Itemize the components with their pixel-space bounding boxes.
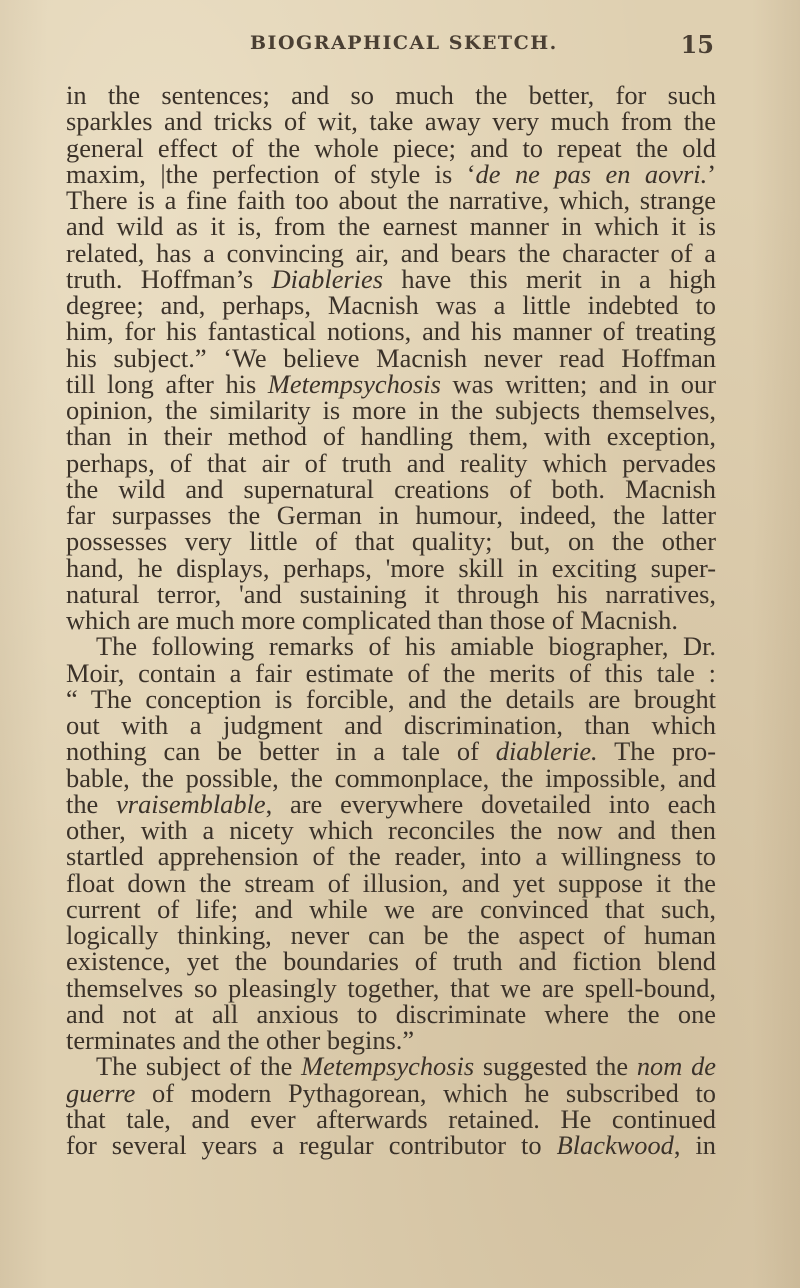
text-line xyxy=(66,736,716,767)
text-line xyxy=(66,788,717,819)
text-segment: possesses very little of that quality; but, on the other xyxy=(66,526,716,557)
body-text xyxy=(66,82,716,1158)
text-segment: There is a fine faith too about the narrative, which, strange xyxy=(66,185,716,215)
text-segment: The subject of the xyxy=(96,1051,302,1082)
text-line xyxy=(66,578,716,609)
italic-text-segment: vraisemblable xyxy=(116,788,266,819)
italic-text-segment: diablerie. xyxy=(495,736,598,767)
text-line xyxy=(66,1027,716,1053)
text-line xyxy=(66,211,716,242)
italic-text-segment: Diableries xyxy=(271,263,383,294)
text-line xyxy=(66,1051,716,1082)
text-segment: out with a judgment and discrimination, than which xyxy=(66,710,716,740)
text-line xyxy=(66,657,716,688)
text-segment: ’ xyxy=(707,158,716,189)
text-line xyxy=(66,1103,716,1134)
text-line xyxy=(66,683,716,714)
text-line xyxy=(66,473,716,504)
text-segment: general effect of the whole piece; and to repeat the old xyxy=(66,132,716,163)
text-segment: startled apprehension of the reader, into a willingness to xyxy=(66,841,716,872)
text-segment: of modern Pythagorean, which he subscribed to xyxy=(135,1077,716,1108)
text-line xyxy=(66,502,716,528)
text-segment: truth. Hoffman’s xyxy=(66,263,272,294)
text-line xyxy=(66,1132,716,1158)
text-line xyxy=(66,998,716,1029)
text-segment: him, for his fantastical notions, and his manner of treating xyxy=(66,316,716,347)
text-line xyxy=(66,263,717,294)
text-segment: opinion, the similarity is more in the subjects themselves, xyxy=(66,395,716,425)
text-line xyxy=(66,762,716,793)
text-segment: perhaps, of that air of truth and reality which pervades xyxy=(66,447,716,478)
text-segment: till long after his xyxy=(66,368,268,399)
text-line xyxy=(66,187,716,213)
text-line xyxy=(66,607,716,633)
text-segment: existence, yet the boundaries of truth and fiction blend xyxy=(66,946,716,977)
text-line xyxy=(66,82,716,108)
italic-text-segment: guerre xyxy=(66,1077,136,1108)
text-segment: his subject.” ‘We believe Macnish never read Hoffman xyxy=(66,342,716,373)
text-line xyxy=(66,316,716,347)
text-line xyxy=(66,817,716,843)
page-number: 15 xyxy=(680,30,714,59)
text-line xyxy=(66,893,716,924)
text-line xyxy=(66,946,716,977)
text-segment: other, with a nicety which reconciles the now and then xyxy=(66,815,716,845)
text-line xyxy=(66,132,716,163)
running-head xyxy=(64,30,716,62)
text-segment: bable, the possible, the commonplace, the impossible, and xyxy=(66,762,716,793)
text-line xyxy=(66,972,716,1003)
italic-text-segment: Metempsychosis xyxy=(301,1051,475,1082)
text-line xyxy=(66,841,716,872)
text-line xyxy=(66,397,716,423)
italic-text-segment: Metempsychosis xyxy=(267,368,441,399)
text-segment: related, has a convincing air, and bears the character of a xyxy=(66,237,716,268)
text-line xyxy=(66,342,716,373)
text-line xyxy=(66,712,716,738)
text-line xyxy=(66,552,716,583)
text-line xyxy=(66,922,716,948)
text-segment: themselves so pleasingly together, that we are spell-bound, xyxy=(66,972,716,1003)
text-line xyxy=(66,368,716,399)
text-segment: current of life; and while we are convinced that such, xyxy=(66,893,716,924)
text-segment: , in xyxy=(673,1130,716,1160)
text-segment: “ The conception is forcible, and the details are brought xyxy=(66,683,716,714)
text-line xyxy=(66,158,716,189)
text-segment: was written; and in our xyxy=(440,368,716,399)
text-segment: in the sentences; and so much the better, for such xyxy=(66,80,716,110)
italic-text-segment: nom de xyxy=(636,1051,716,1082)
text-segment: maxim, |the perfection of style is ‘ xyxy=(66,158,476,189)
italic-text-segment: Blackwood xyxy=(556,1130,674,1160)
text-line xyxy=(66,631,716,662)
text-segment: the xyxy=(66,788,117,819)
text-line xyxy=(66,421,716,452)
italic-text-segment: de ne pas en aovri. xyxy=(475,158,708,189)
text-segment: the wild and supernatural creations of both. Macnish xyxy=(66,473,716,504)
text-segment: hand, he displays, perhaps, 'more skill in exciting super- xyxy=(66,552,716,583)
text-segment: far surpasses the German in humour, indeed, the latter xyxy=(66,500,716,530)
text-segment: nothing can be better in a tale of xyxy=(66,736,496,767)
text-segment: Moir, contain a fair estimate of the merits of this tale : xyxy=(66,657,716,688)
text-segment: which are much more complicated than those of Macnish. xyxy=(66,605,678,635)
text-segment: natural terror, 'and sustaining it through his narratives, xyxy=(66,578,716,609)
text-segment: logically thinking, never can be the aspect of human xyxy=(66,920,716,950)
text-segment: sparkles and tricks of wit, take away very much from the xyxy=(66,106,716,137)
text-segment: , are everywhere dovetailed into each xyxy=(265,788,717,819)
text-line xyxy=(66,447,716,478)
text-segment: and not at all anxious to discriminate where the one xyxy=(66,998,716,1029)
text-segment: for several years a regular contributor to xyxy=(66,1130,557,1160)
text-line xyxy=(66,867,716,898)
text-line xyxy=(66,1077,716,1108)
text-line xyxy=(66,292,716,318)
text-line xyxy=(66,526,716,557)
text-segment: The pro- xyxy=(597,736,716,767)
text-segment: suggested the xyxy=(474,1051,637,1082)
text-segment: degree; and, perhaps, Macnish was a little indebted to xyxy=(66,290,716,320)
text-segment: float down the stream of illusion, and yet suppose it the xyxy=(66,867,716,898)
text-segment: The following remarks of his amiable biographer, Dr. xyxy=(96,631,716,662)
text-segment: terminates and the other begins.” xyxy=(66,1025,415,1055)
text-line xyxy=(66,237,716,268)
text-segment: have this merit in a high xyxy=(383,263,717,294)
text-segment: than in their method of handling them, with exception, xyxy=(66,421,716,452)
text-segment: that tale, and ever afterwards retained. He continued xyxy=(66,1103,716,1134)
text-segment: and wild as it is, from the earnest manner in which it is xyxy=(66,211,716,242)
text-line xyxy=(66,106,716,137)
running-title: BIOGRAPHICAL SKETCH. xyxy=(250,32,558,54)
